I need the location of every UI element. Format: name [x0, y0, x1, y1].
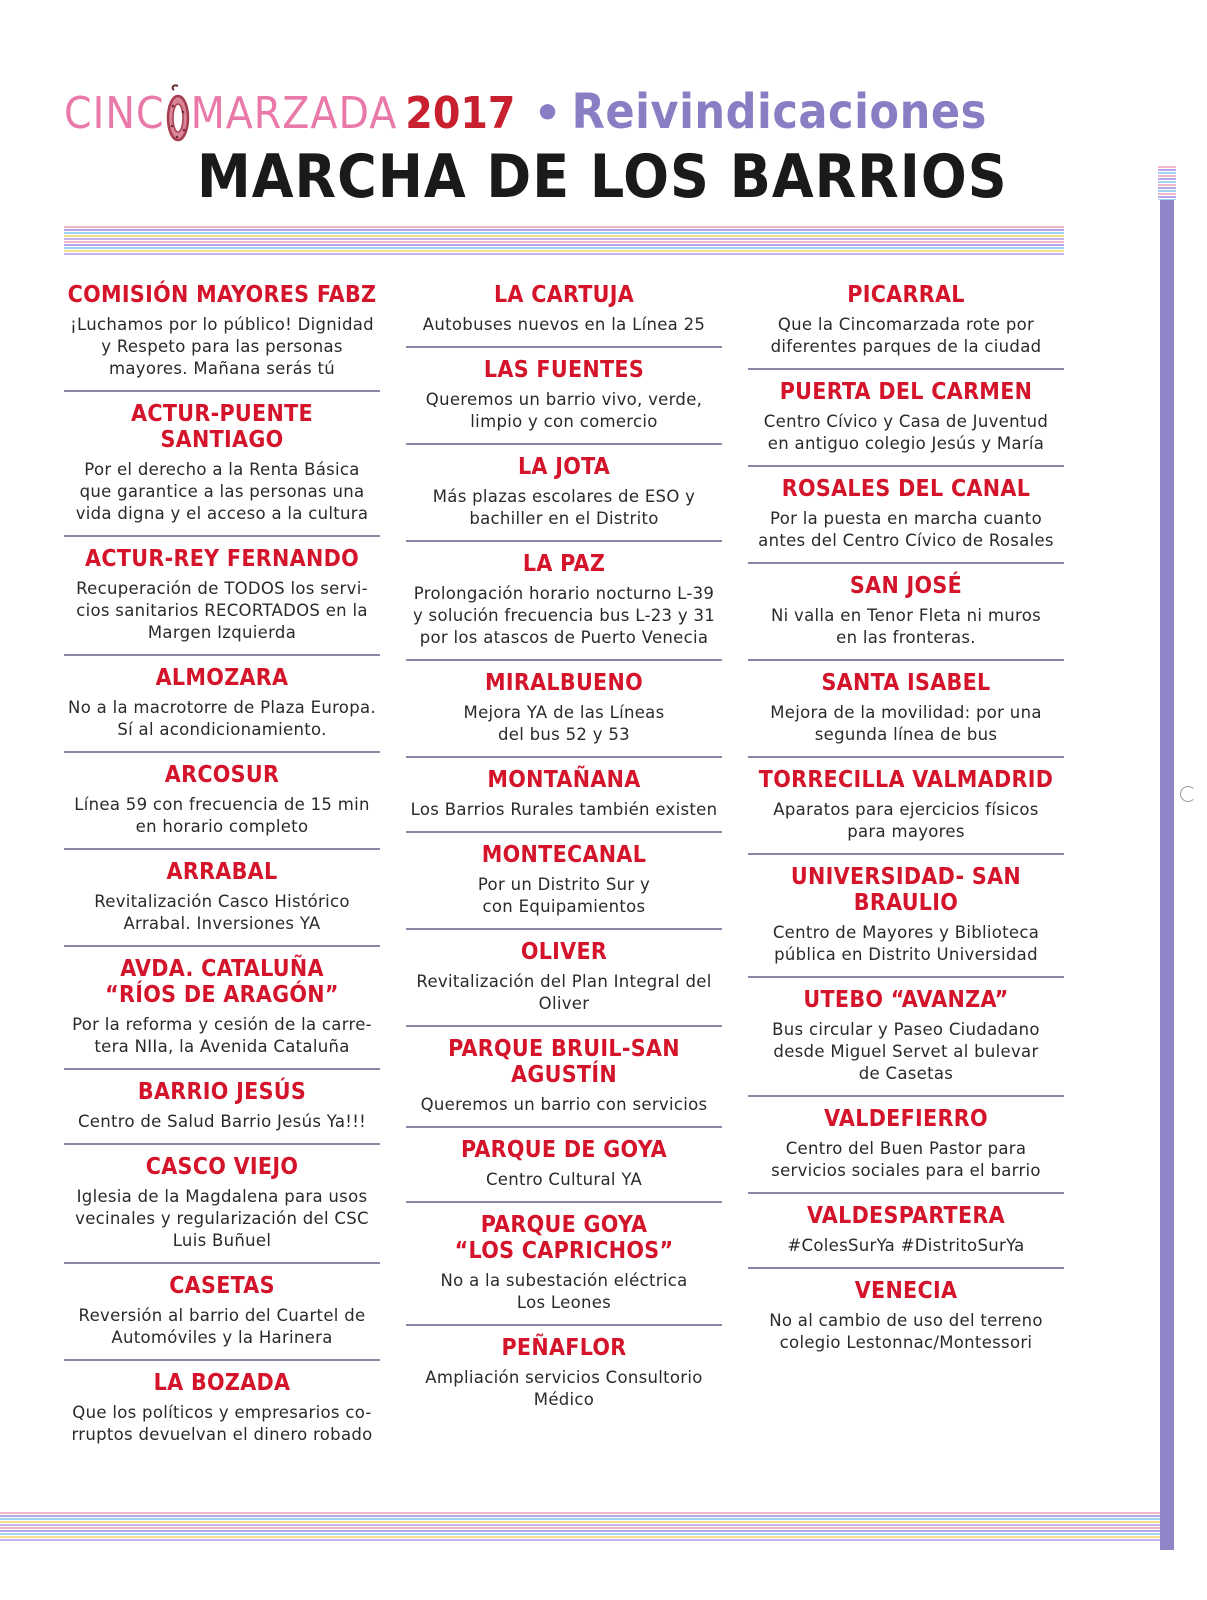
barrio-name: VENECIA	[854, 1278, 958, 1304]
barrio-entry	[64, 753, 380, 850]
barrio-entry	[748, 1194, 1064, 1269]
barrio-demand: Centro Cultural YA	[485, 1170, 643, 1189]
year: 2017	[405, 88, 516, 139]
barrio-entry	[64, 947, 380, 1070]
barrio-name: UNIVERSIDAD- SAN BRAULIO	[790, 864, 1022, 916]
barrio-name: PARQUE DE GOYA	[461, 1137, 667, 1163]
barrio-demand: Reversión al barrio del Cuartel de Automóviles y la Harinera	[78, 1306, 366, 1347]
barrio-name: ROSALES DEL CANAL	[781, 476, 1031, 502]
barrio-demand: Ampliación servicios Consultorio Médico	[425, 1368, 703, 1409]
barrio-name: COMISIÓN MAYORES FABZ	[67, 282, 377, 308]
barrio-entry	[748, 564, 1064, 661]
page-title: MARCHA DE LOS BARRIOS	[197, 142, 1008, 212]
barrio-entry	[406, 1203, 722, 1326]
barrio-name: BARRIO JESÚS	[137, 1079, 307, 1105]
barrio-demand: Centro Cívico y Casa de Juventud en antiguo colegio Jesús y María	[763, 412, 1049, 453]
barrio-name: CASCO VIEJO	[145, 1154, 299, 1180]
barrio-entry	[748, 758, 1064, 855]
barrio-entry	[64, 1264, 380, 1361]
barrio-demand: Queremos un barrio vivo, verde, limpio y con comercio	[425, 390, 703, 431]
barrio-entry	[64, 392, 380, 537]
barrio-demand: Aparatos para ejercicios físicos para mayores	[773, 800, 1039, 841]
top-stripe-divider	[64, 226, 1064, 256]
barrio-name: ARCOSUR	[164, 762, 280, 788]
barrio-name: ARRABAL	[166, 859, 278, 885]
barrio-demand: Que la Cincomarzada rote por diferentes parques de la ciudad	[770, 315, 1042, 356]
brand-line	[64, 84, 987, 144]
barrio-name: AVDA. CATALUÑA “RÍOS DE ARAGÓN”	[105, 956, 339, 1008]
barrio-entry	[406, 661, 722, 758]
barrio-name: UTEBO “AVANZA”	[803, 987, 1009, 1013]
barrio-name: SAN JOSÉ	[849, 573, 963, 599]
barrio-name: VALDESPARTERA	[807, 1203, 1005, 1229]
barrio-entry	[64, 656, 380, 753]
barrio-entry	[406, 930, 722, 1027]
barrio-demand: Mejora de la movilidad: por una segunda línea de bus	[770, 703, 1042, 744]
barrio-demand: Mejora YA de las Líneas del bus 52 y 53	[463, 703, 665, 744]
barrio-entry	[64, 273, 380, 392]
column-1	[64, 273, 380, 1456]
barrio-entry	[748, 661, 1064, 758]
page-edge-mark-icon	[1180, 786, 1196, 802]
barrio-entry	[64, 1070, 380, 1145]
barrio-entry	[748, 978, 1064, 1097]
barrio-name: ACTUR-REY FERNANDO	[85, 546, 359, 572]
barrio-name: CASETAS	[169, 1273, 275, 1299]
barrio-entry	[64, 850, 380, 947]
brand-o-sausage-icon	[165, 88, 191, 139]
barrio-entry	[406, 542, 722, 661]
barrio-entry	[406, 348, 722, 445]
barrio-entry	[406, 1128, 722, 1203]
separator-dot: •	[533, 88, 562, 139]
column-2	[406, 273, 722, 1421]
barrio-name: PARQUE BRUIL-SAN AGUSTÍN	[448, 1036, 680, 1088]
barrio-demand: Línea 59 con frecuencia de 15 min en horario completo	[74, 795, 370, 836]
barrio-name: PUERTA DEL CARMEN	[779, 379, 1033, 405]
barrio-demand: Revitalización Casco Histórico Arrabal. Inversiones YA	[94, 892, 350, 933]
brand-name	[64, 88, 397, 139]
barrio-demand: Más plazas escolares de ESO y bachiller en el Distrito	[432, 487, 696, 528]
barrio-entry	[64, 537, 380, 656]
barrio-name: ACTUR-PUENTE SANTIAGO	[131, 401, 313, 453]
barrio-demand: Autobuses nuevos en la Línea 25	[422, 315, 706, 334]
brand-prefix: CINC	[64, 88, 165, 139]
barrio-entry	[406, 273, 722, 348]
column-3	[748, 273, 1064, 1364]
barrio-name: PEÑAFLOR	[501, 1335, 627, 1361]
barrio-demand: Los Barrios Rurales también existen	[410, 800, 718, 819]
barrio-demand: Prolongación horario nocturno L-39 y solución frecuencia bus L-23 y 31 por los atascos de Puerto Venecia	[412, 584, 716, 647]
barrio-entry	[406, 758, 722, 833]
barrio-entry	[64, 1145, 380, 1264]
barrio-name: ALMOZARA	[155, 665, 289, 691]
bottom-stripe-divider	[0, 1512, 1160, 1542]
barrio-demand: Por un Distrito Sur y con Equipamientos	[477, 875, 651, 916]
barrio-demand: ¡Luchamos por lo público! Dignidad y Respeto para las personas mayores. Mañana serás tú	[70, 315, 374, 378]
barrio-name: PICARRAL	[847, 282, 965, 308]
barrio-demand: Que los políticos y empresarios co- rruptos devuelvan el dinero robado	[71, 1403, 373, 1444]
barrio-demand: No a la macrotorre de Plaza Europa. Sí al acondicionamiento.	[68, 698, 376, 739]
barrio-demand: No al cambio de uso del terreno colegio Lestonnac/Montessori	[769, 1311, 1043, 1352]
barrio-name: TORRECILLA VALMADRID	[758, 767, 1054, 793]
barrio-name: LA CARTUJA	[493, 282, 635, 308]
barrio-name: VALDEFIERRO	[824, 1106, 988, 1132]
barrio-demand: No a la subestación eléctrica Los Leones	[440, 1271, 688, 1312]
barrio-entry	[748, 855, 1064, 978]
brand-suffix: MARZADA	[190, 88, 398, 139]
barrio-demand: Revitalización del Plan Integral del Oliver	[416, 972, 712, 1013]
barrio-demand: Centro del Buen Pastor para servicios sociales para el barrio	[771, 1139, 1041, 1180]
barrio-entry	[406, 1326, 722, 1421]
barrio-name: OLIVER	[520, 939, 608, 965]
side-color-bar	[1160, 200, 1174, 1550]
barrio-entry	[406, 1027, 722, 1128]
barrio-name: LA PAZ	[522, 551, 606, 577]
barrio-entry	[748, 1097, 1064, 1194]
barrio-name: LA JOTA	[517, 454, 611, 480]
barrio-entry	[406, 833, 722, 930]
barrio-name: PARQUE GOYA “LOS CAPRICHOS”	[454, 1212, 674, 1264]
sausage-o-icon	[165, 84, 191, 144]
subtitle: Reivindicaciones	[571, 84, 987, 140]
barrio-demand: Ni valla en Tenor Fleta ni muros en las fronteras.	[770, 606, 1041, 647]
barrio-demand: Por la reforma y cesión de la carre- tera NIIa, la Avenida Cataluña	[72, 1015, 372, 1056]
barrio-entry	[748, 467, 1064, 564]
barrio-demand: Centro de Salud Barrio Jesús Ya!!!	[77, 1112, 367, 1131]
barrio-name: LAS FUENTES	[483, 357, 645, 383]
barrio-entry	[748, 1269, 1064, 1364]
barrio-name: MONTECANAL	[481, 842, 647, 868]
barrio-demand: Bus circular y Paseo Ciudadano desde Miguel Servet al bulevar de Casetas	[772, 1020, 1040, 1083]
barrio-entry	[748, 370, 1064, 467]
barrio-demand: Iglesia de la Magdalena para usos vecinales y regularización del CSC Luis Buñuel	[75, 1187, 369, 1250]
barrio-name: MIRALBUENO	[484, 670, 644, 696]
barrio-name: MONTAÑANA	[487, 767, 641, 793]
barrio-demand: Recuperación de TODOS los servi- cios sanitarios RECORTADOS en la Margen Izquierda	[76, 579, 368, 642]
barrio-demand: #ColesSurYa #DistritoSurYa	[787, 1236, 1025, 1255]
barrio-demand: Queremos un barrio con servicios	[420, 1095, 708, 1114]
barrio-demand: Por el derecho a la Renta Básica que garantice a las personas una vida digna y el acceso a la cultura	[75, 460, 369, 523]
barrio-entry	[406, 445, 722, 542]
side-stripe-accent	[1158, 166, 1176, 200]
barrio-entry	[64, 1361, 380, 1456]
barrio-demand: Por la puesta en marcha cuanto antes del Centro Cívico de Rosales	[758, 509, 1054, 550]
barrio-name: LA BOZADA	[153, 1370, 291, 1396]
barrio-demand: Centro de Mayores y Biblioteca pública en Distrito Universidad	[772, 923, 1040, 964]
barrio-name: SANTA ISABEL	[821, 670, 991, 696]
barrio-entry	[748, 273, 1064, 370]
